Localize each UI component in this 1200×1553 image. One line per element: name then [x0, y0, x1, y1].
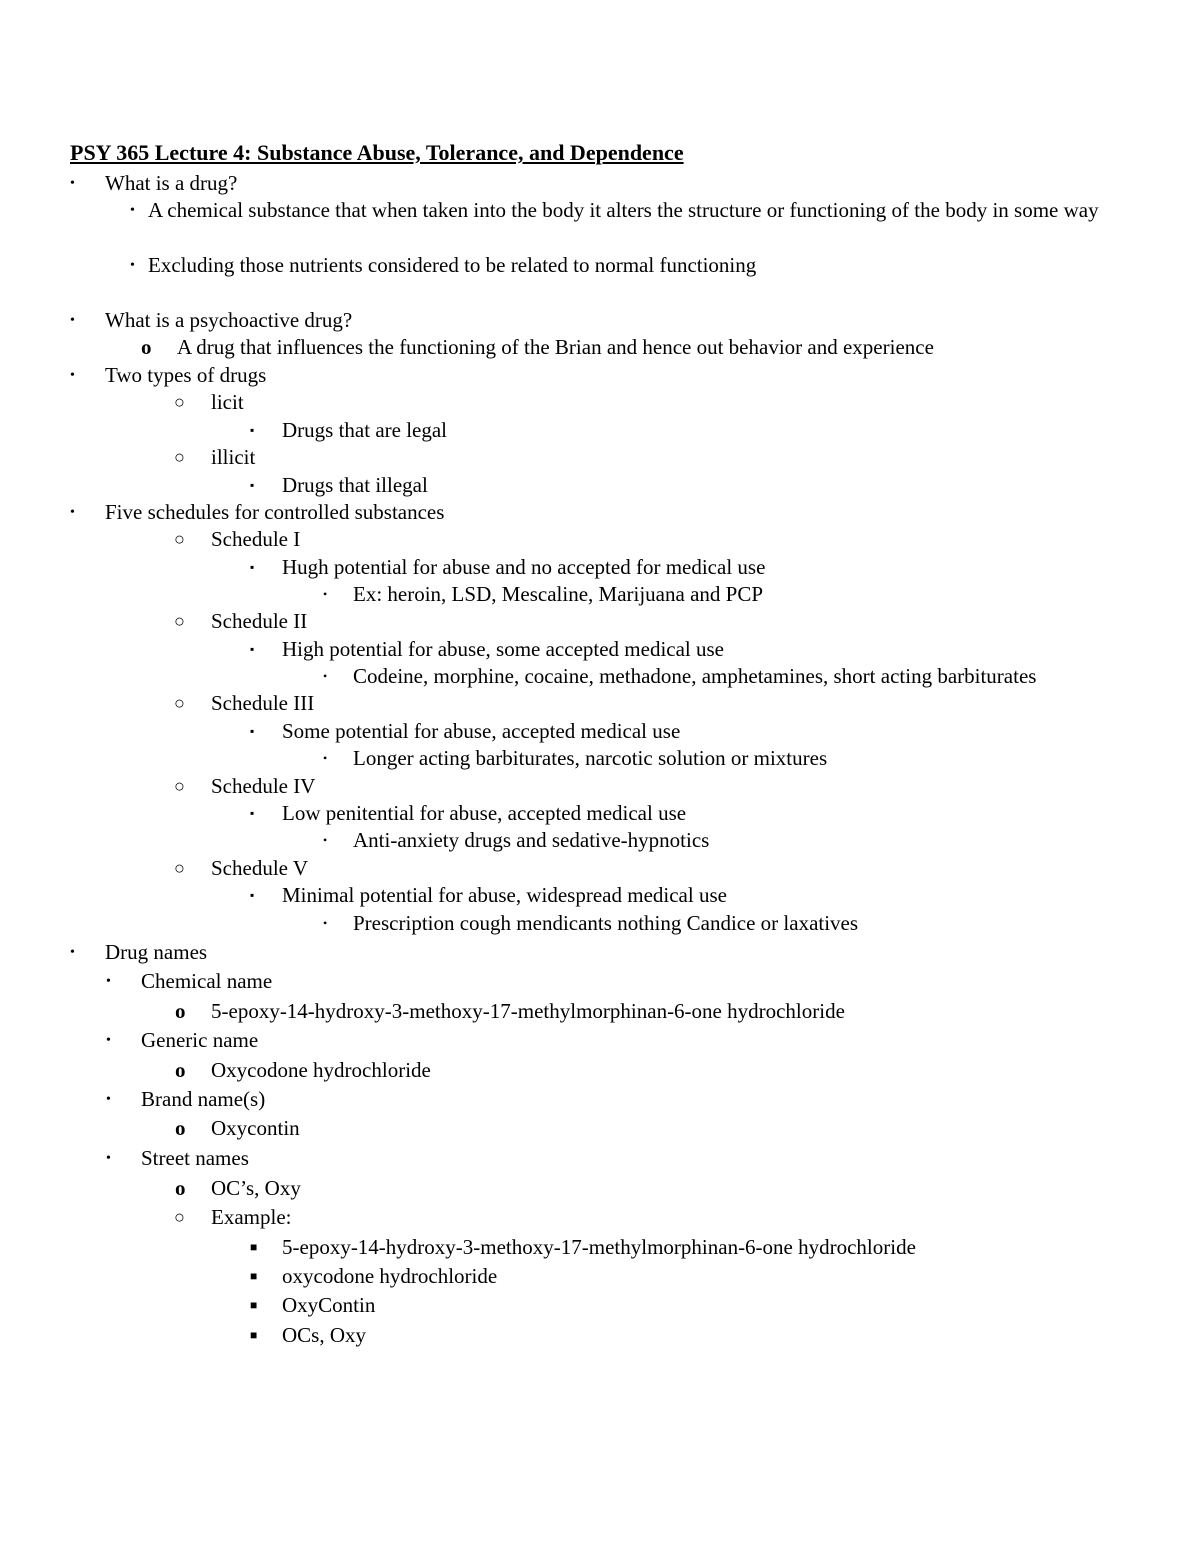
list-item: o Oxycodone hydrochloride: [175, 1058, 431, 1082]
bullet-icon: •: [323, 916, 328, 930]
bullet-icon: •: [323, 833, 328, 847]
list-item: • Ex: heroin, LSD, Mescaline, Marijuana and PCP: [323, 582, 764, 606]
circle-bullet-icon: o: [175, 999, 186, 1023]
bullet-icon: •: [70, 176, 75, 191]
bullet-icon: •: [130, 203, 135, 218]
square-bullet-icon: ▪: [250, 478, 255, 492]
list-item: ○ Schedule I: [174, 527, 301, 551]
circle-bullet-icon: ○: [174, 776, 185, 796]
list-item: ▪ Low penitential for abuse, accepted medical use: [250, 801, 687, 825]
list-item: ▪ High potential for abuse, some accepted medical use: [250, 637, 725, 661]
list-item: • Prescription cough mendicants nothing Candice or laxatives: [323, 911, 859, 935]
square-bullet-icon: ▪: [250, 806, 255, 820]
list-item: • Drug names: [70, 940, 208, 964]
square-bullet-icon: ▪: [250, 642, 255, 656]
bullet-icon: •: [130, 258, 135, 273]
list-item: ■ OxyContin: [250, 1293, 376, 1317]
bullet-icon: •: [70, 945, 75, 960]
circle-bullet-icon: ○: [174, 858, 185, 878]
square-bullet-icon: ■: [250, 1328, 258, 1342]
list-item: • Two types of drugs: [70, 363, 267, 387]
list-item: • A chemical substance that when taken into the body it alters the structure or functioning of the body in some way: [130, 198, 1099, 222]
list-item: • Excluding those nutrients considered to be related to normal functioning: [130, 253, 757, 277]
list-item: ■ oxycodone hydrochloride: [250, 1264, 498, 1288]
square-bullet-icon: ▪: [250, 888, 255, 902]
bullet-icon: •: [70, 505, 75, 520]
list-item: • Anti-anxiety drugs and sedative-hypnotics: [323, 828, 710, 852]
list-item: ▪ Some potential for abuse, accepted medical use: [250, 719, 681, 743]
list-item: ○ Schedule IV: [174, 774, 316, 798]
list-item: • Longer acting barbiturates, narcotic solution or mixtures: [323, 746, 828, 770]
square-bullet-icon: ▪: [250, 724, 255, 738]
circle-bullet-icon: ○: [174, 693, 185, 713]
square-bullet-icon: ▪: [250, 560, 255, 574]
list-item: • Generic name: [106, 1028, 259, 1052]
bullet-icon: •: [70, 313, 75, 328]
list-item: ▪ Hugh potential for abuse and no accepted for medical use: [250, 555, 766, 579]
bullet-icon: •: [323, 669, 328, 683]
list-item: • Street names: [106, 1146, 249, 1170]
bullet-icon: •: [70, 368, 75, 383]
list-item: ○ illicit: [174, 445, 256, 469]
circle-bullet-icon: ○: [174, 1207, 185, 1227]
list-item: • Five schedules for controlled substances: [70, 500, 445, 524]
list-item: ○ Schedule V: [174, 856, 309, 880]
list-item: • Chemical name: [106, 969, 273, 993]
circle-bullet-icon: ○: [174, 392, 185, 412]
square-bullet-icon: ■: [250, 1269, 258, 1283]
bullet-icon: •: [106, 1033, 111, 1048]
list-item: ▪ Minimal potential for abuse, widespread medical use: [250, 883, 727, 907]
bullet-icon: •: [323, 751, 328, 765]
bullet-icon: •: [106, 1092, 111, 1107]
list-item: • Brand name(s): [106, 1087, 266, 1111]
square-bullet-icon: ■: [250, 1240, 258, 1254]
circle-bullet-icon: o: [141, 335, 152, 359]
circle-bullet-icon: ○: [174, 529, 185, 549]
list-item: o A drug that influences the functioning of the Brian and hence out behavior and experience: [141, 335, 934, 359]
square-bullet-icon: ■: [250, 1298, 258, 1312]
list-item: ○ Schedule III: [174, 691, 315, 715]
list-item: o OC’s, Oxy: [175, 1176, 301, 1200]
bullet-icon: •: [106, 1151, 111, 1166]
list-item: o Oxycontin: [175, 1116, 300, 1140]
bullet-icon: •: [106, 974, 111, 989]
list-item: ○ Example:: [174, 1205, 292, 1229]
list-item: ▪ Drugs that illegal: [250, 473, 428, 497]
bullet-icon: •: [323, 587, 328, 601]
list-item: ▪ Drugs that are legal: [250, 418, 448, 442]
list-item: ■ OCs, Oxy: [250, 1323, 367, 1347]
circle-bullet-icon: o: [175, 1176, 186, 1200]
circle-bullet-icon: ○: [174, 447, 185, 467]
circle-bullet-icon: o: [175, 1116, 186, 1140]
list-item: ○ licit: [174, 390, 244, 414]
list-item: • What is a drug?: [70, 171, 238, 195]
list-item: • What is a psychoactive drug?: [70, 308, 353, 332]
document-title: PSY 365 Lecture 4: Substance Abuse, Tolerance, and Dependence: [70, 140, 684, 165]
list-item: ■ 5-epoxy-14-hydroxy-3-methoxy-17-methylmorphinan-6-one hydrochloride: [250, 1235, 916, 1259]
list-item: ○ Schedule II: [174, 609, 308, 633]
circle-bullet-icon: o: [175, 1058, 186, 1082]
list-item: o 5-epoxy-14-hydroxy-3-methoxy-17-methylmorphinan-6-one hydrochloride: [175, 999, 845, 1023]
list-item: • Codeine, morphine, cocaine, methadone, amphetamines, short acting barbiturates: [323, 664, 1037, 688]
square-bullet-icon: ▪: [250, 423, 255, 437]
circle-bullet-icon: ○: [174, 611, 185, 631]
